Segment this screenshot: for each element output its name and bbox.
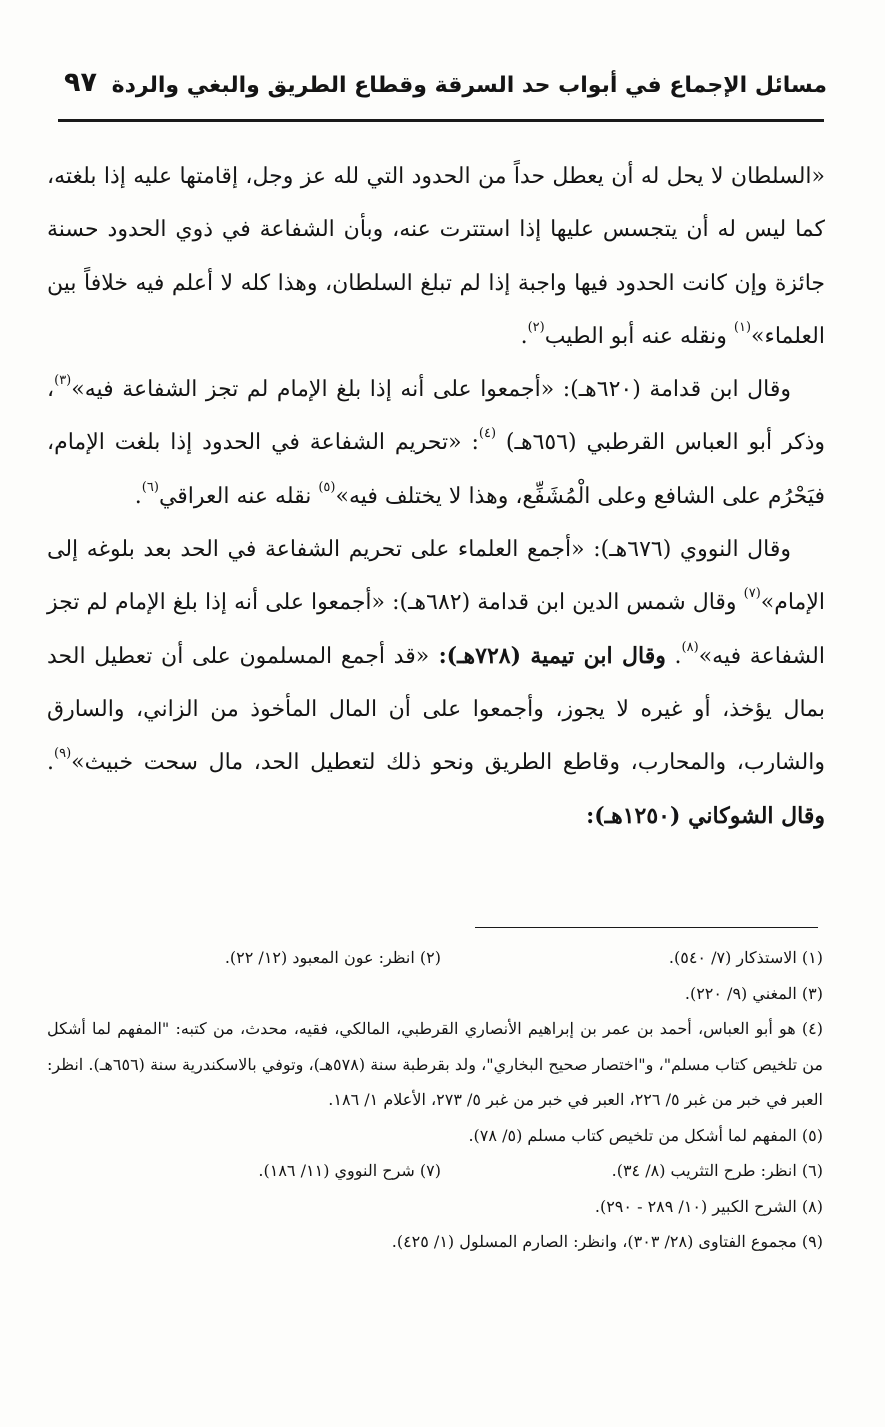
- text-run: «قد أجمع المسلمون على أن تعطيل الحد بمال يؤخذ، أو غيره لا يجوز، وأجمعوا على أن المال المأخوذ من الزاني، والسارق والشارب، والمحارب، وقاطع الطريق ونحو ذلك لتعطيل الحد، مال سحت خبيث»: [47, 643, 825, 776]
- footnote-5: (٥) المفهم لما أشكل من تلخيص كتاب مسلم (٥/ ٧٨).: [468, 1125, 823, 1145]
- footnote-row: [47, 1153, 823, 1189]
- bold-lead-shawkani: وقال الشوكاني (١٢٥٠هـ):: [586, 802, 825, 829]
- text-run: .: [665, 643, 682, 669]
- footnote-ref-2[interactable]: (٢): [527, 319, 545, 335]
- text-run: وقال شمس الدين ابن قدامة (٦٨٢هـ): «أجمعوا على أنه إذا بلغ الإمام لم تجز الشفاعة فيه»: [47, 590, 825, 669]
- footnote-1: (١) الاستذكار (٧/ ٥٤٠).: [668, 948, 823, 967]
- page-number: ٩٧: [64, 67, 97, 98]
- footnote-row: [47, 1118, 823, 1154]
- footnote-ref-6[interactable]: (٦): [141, 479, 159, 495]
- footnote-row: [47, 976, 823, 1012]
- header-rule: [58, 119, 824, 122]
- text-run: ، وذكر أبو العباس القرطبي (٦٥٦هـ): [47, 377, 825, 456]
- footnote-ref-1[interactable]: (١): [733, 319, 752, 335]
- text-run: وقال النووي (٦٧٦هـ): «أجمع العلماء على تحريم الشفاعة في الحد بعد بلوغه إلى الإمام»: [47, 537, 825, 616]
- footnote-2: (٢) انظر: عون المعبود (١٢/ ٢٢).: [224, 948, 441, 967]
- footnote-8: (٨) الشرح الكبير (١٠/ ٢٨٩ - ٢٩٠).: [594, 1196, 823, 1216]
- footnote-row: [47, 1224, 823, 1260]
- footnote-3: (٣) المغني (٩/ ٢٢٠).: [684, 983, 823, 1003]
- bold-lead-ibn-taymiyya: وقال ابن تيمية (٧٢٨هـ):: [429, 642, 666, 669]
- footnote-row: [47, 1189, 823, 1225]
- footnote-9: (٩) مجموع الفتاوى (٢٨/ ٣٠٣)، وانظر: الصارم المسلول (١/ ٤٢٥).: [391, 1232, 823, 1251]
- footnote-ref-7[interactable]: (٧): [743, 586, 761, 602]
- footnote-7: (٧) شرح النووي (١١/ ١٨٦).: [258, 1161, 441, 1180]
- paragraph-3: [47, 523, 825, 843]
- text-run: : «تحريم الشفاعة في الحدود إذا بلغت الإمام، فيَحْرُم على الشافع وعلى الْمُشَفِّع، وهذا لا يختلف فيه»: [47, 430, 825, 509]
- footnotes: [47, 940, 823, 1260]
- footnote-6: (٦) انظر: طرح التثريب (٨/ ٣٤).: [611, 1161, 823, 1180]
- main-text: [47, 150, 825, 843]
- paragraph-1: [47, 150, 825, 363]
- footnote-row: [47, 940, 823, 976]
- footnote-4: (٤) هو أبو العباس، أحمد بن عمر بن إبراهيم الأنصاري القرطبي، المالكي، فقيه، محدث، من كتبه: "المفهم لما أشكل من تلخيص كتاب مسلم"، و"اختصار صحيح البخاري"، ولد بقرطبة سنة (٥٧٨هـ)، وتوفي بالاسكندرية سنة (٦٥٦هـ). انظر: العبر في خبر من غبر ٥/ ٢٢٦، العبر في خبر من غبر ٥/ ٢٧٣، الأعلام ١/ ١٨٦.: [47, 1019, 823, 1109]
- quote-text: «السلطان لا يحل له أن يعطل حداً من الحدود التي لله عز وجل، إقامتها عليه إذا بلغته، كما ليس له أن يتجسس عليها إذا استترت عنه، وبأن الشفاعة في ذوي الحدود حسنة جائزة وإن كانت الحدود فيها واجبة إذا لم تبلغ السلطان، وهذا كله لا أعلم فيه خلافاً بين العلماء»: [47, 164, 825, 349]
- text-run: .: [47, 750, 54, 776]
- text-run: .: [520, 323, 528, 349]
- running-head-title: مسائل الإجماع في أبواب حد السرقة وقطاع الطريق والبغي والردة: [111, 73, 827, 98]
- text-run: وقال ابن قدامة (٦٢٠هـ): «أجمعوا على أنه إذا بلغ الإمام لم تجز الشفاعة فيه»: [71, 377, 791, 403]
- text-run: ونقله عنه أبو الطيب: [544, 323, 734, 349]
- paragraph-2: [47, 363, 825, 523]
- footnote-ref-9[interactable]: (٩): [54, 746, 72, 762]
- footnote-separator: [475, 927, 818, 928]
- text-run: نقله عنه العراقي: [158, 483, 319, 509]
- footnote-ref-5[interactable]: (٥): [318, 479, 336, 495]
- footnote-ref-4[interactable]: (٤): [478, 426, 497, 442]
- footnote-ref-8[interactable]: (٨): [681, 639, 699, 655]
- footnote-ref-3[interactable]: (٣): [54, 373, 72, 389]
- text-run: .: [134, 483, 142, 509]
